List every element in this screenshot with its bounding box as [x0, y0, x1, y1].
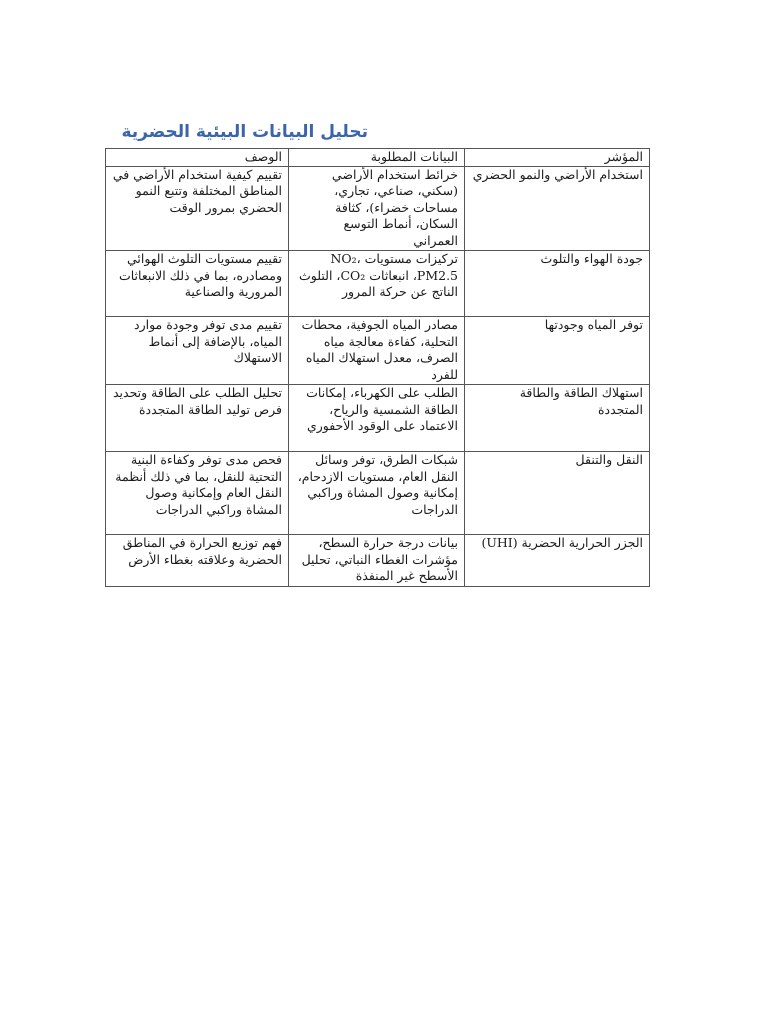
cell-indicator: الجزر الحرارية الحضرية (UHI): [465, 535, 650, 587]
cell-required-data: بيانات درجة حرارة السطح، مؤشرات الغطاء النباتي، تحليل الأسطح غير المنفذة: [289, 535, 465, 587]
cell-description: تقييم مدى توفر وجودة موارد المياه، بالإضافة إلى أنماط الاستهلاك: [106, 317, 289, 385]
table-row: [106, 166, 650, 251]
table-row: [106, 385, 650, 452]
cell-description: تحليل الطلب على الطاقة وتحديد فرص توليد الطاقة المتجددة: [106, 385, 289, 452]
table-row: [106, 317, 650, 385]
header-required-data: البيانات المطلوبة: [289, 149, 465, 167]
cell-indicator: جودة الهواء والتلوث: [465, 251, 650, 317]
table-row: [106, 452, 650, 535]
cell-indicator: استخدام الأراضي والنمو الحضري: [465, 166, 650, 251]
cell-required-data: تركيزات مستويات NO₂، PM2.5، انبعاثات CO₂، التلوث الناتج عن حركة المرور: [289, 251, 465, 317]
table-header-row: [106, 149, 650, 167]
header-description: الوصف: [106, 149, 289, 167]
table-row: [106, 535, 650, 587]
indicators-table: [105, 148, 650, 587]
cell-indicator: توفر المياه وجودتها: [465, 317, 650, 385]
cell-required-data: خرائط استخدام الأراضي (سكني، صناعي، تجاري، مساحات خضراء)، كثافة السكان، أنماط التوسع العمراني: [289, 166, 465, 251]
cell-required-data: الطلب على الكهرباء، إمكانات الطاقة الشمسية والرياح، الاعتماد على الوقود الأحفوري: [289, 385, 465, 452]
cell-required-data: مصادر المياه الجوفية، محطات التحلية، كفاءة معالجة مياه الصرف، معدل استهلاك المياه للفرد: [289, 317, 465, 385]
cell-required-data: شبكات الطرق، توفر وسائل النقل العام، مستويات الازدحام، إمكانية وصول المشاة وراكبي الدراجات: [289, 452, 465, 535]
cell-description: فهم توزيع الحرارة في المناطق الحضرية وعلاقته بغطاء الأرض: [106, 535, 289, 587]
cell-description: فحص مدى توفر وكفاءة البنية التحتية للنقل، بما في ذلك أنظمة النقل العام وإمكانية وصول المشاة وراكبي الدراجات: [106, 452, 289, 535]
cell-description: تقييم كيفية استخدام الأراضي في المناطق المختلفة وتتبع النمو الحضري بمرور الوقت: [106, 166, 289, 251]
header-indicator: المؤشر: [465, 149, 650, 167]
page-title: تحليل البيانات البيئية الحضرية: [121, 122, 368, 142]
cell-indicator: استهلاك الطاقة والطاقة المتجددة: [465, 385, 650, 452]
cell-description: تقييم مستويات التلوث الهوائي ومصادره، بما في ذلك الانبعاثات المرورية والصناعية: [106, 251, 289, 317]
cell-indicator: النقل والتنقل: [465, 452, 650, 535]
table-row: [106, 251, 650, 317]
